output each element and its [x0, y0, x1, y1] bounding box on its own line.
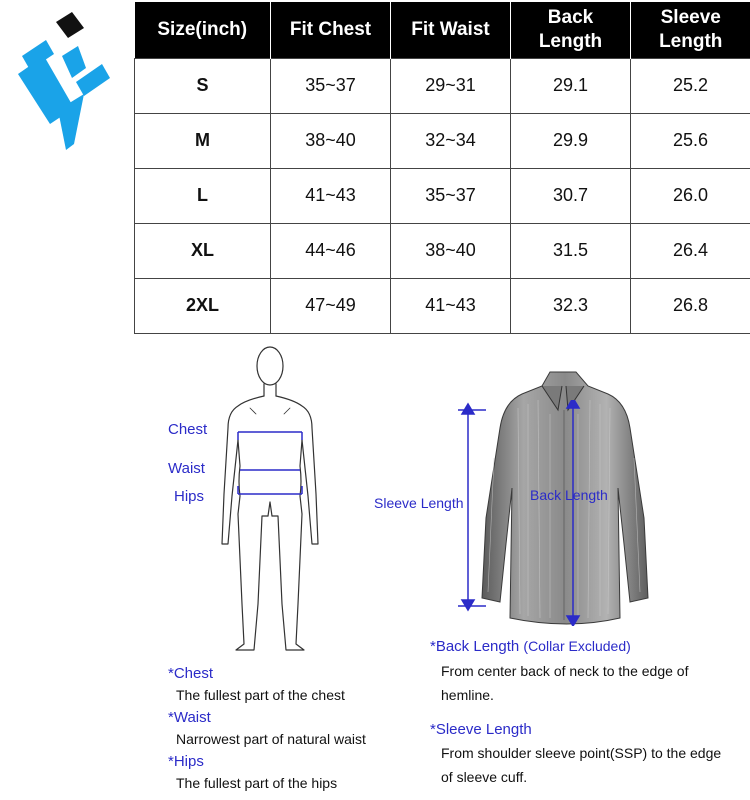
- table-row: [135, 113, 750, 168]
- chest-cell: 47~49: [271, 278, 391, 333]
- waist-cell: 35~37: [391, 168, 511, 223]
- back-length-note-heading: *Back Length: [430, 638, 520, 655]
- waist-label: Waist: [168, 460, 205, 477]
- sleeve-length-cell: 26.0: [631, 168, 750, 223]
- chest-cell: 44~46: [271, 223, 391, 278]
- table-header-row: [135, 2, 750, 58]
- back-length-label: Back Length: [530, 487, 608, 503]
- chest-note-text: The fullest part of the chest: [176, 687, 345, 703]
- body-outline-figure: [210, 344, 330, 656]
- header-size: Size(inch): [135, 2, 271, 58]
- back-length-cell: 31.5: [511, 223, 631, 278]
- back-length-cell: 29.1: [511, 58, 631, 113]
- chest-cell: 41~43: [271, 168, 391, 223]
- size-cell: M: [135, 113, 271, 168]
- back-length-note-line1: From center back of neck to the edge of: [441, 663, 689, 679]
- chest-cell: 38~40: [271, 113, 391, 168]
- waist-cell: 29~31: [391, 58, 511, 113]
- header-back-length: Back Length: [511, 2, 631, 58]
- brand-logo: [14, 12, 114, 152]
- back-length-cell: 32.3: [511, 278, 631, 333]
- back-length-note-sub: (Collar Excluded): [523, 638, 631, 654]
- size-chart-table: [134, 2, 750, 334]
- sleeve-length-cell: 26.4: [631, 223, 750, 278]
- back-length-cell: 30.7: [511, 168, 631, 223]
- waist-cell: 32~34: [391, 113, 511, 168]
- sleeve-length-cell: 25.2: [631, 58, 750, 113]
- back-length-note-title: [430, 638, 631, 655]
- hips-label: Hips: [174, 488, 205, 505]
- sleeve-length-note-line2: of sleeve cuff.: [441, 769, 528, 785]
- hips-note-title: *Hips: [168, 753, 204, 770]
- table-row: [135, 223, 750, 278]
- size-cell: S: [135, 58, 271, 113]
- sleeve-length-note-title: *Sleeve Length: [430, 721, 532, 738]
- shirt-measure-arrows: [456, 400, 586, 626]
- table-row: [135, 168, 750, 223]
- header-sleeve-length: Sleeve Length: [631, 2, 750, 58]
- header-fit-chest: Fit Chest: [271, 2, 391, 58]
- waist-note-title: *Waist: [168, 709, 211, 726]
- hips-note-text: The fullest part of the hips: [176, 775, 338, 791]
- sleeve-length-cell: 25.6: [631, 113, 750, 168]
- back-length-note-line2: hemline.: [441, 687, 494, 703]
- waist-note-text: Narrowest part of natural waist: [176, 731, 366, 747]
- size-cell: 2XL: [135, 278, 271, 333]
- back-length-cell: 29.9: [511, 113, 631, 168]
- header-fit-waist: Fit Waist: [391, 2, 511, 58]
- chest-label: Chest: [168, 421, 208, 438]
- size-cell: L: [135, 168, 271, 223]
- chest-note-title: *Chest: [168, 665, 214, 682]
- waist-cell: 41~43: [391, 278, 511, 333]
- table-row: [135, 58, 750, 113]
- waist-cell: 38~40: [391, 223, 511, 278]
- table-row: [135, 278, 750, 333]
- sleeve-length-note-line1: From shoulder sleeve point(SSP) to the edge: [441, 745, 722, 761]
- sleeve-length-cell: 26.8: [631, 278, 750, 333]
- sleeve-length-label: Sleeve Length: [374, 495, 464, 511]
- chest-cell: 35~37: [271, 58, 391, 113]
- size-cell: XL: [135, 223, 271, 278]
- body-measure-lines: [230, 420, 310, 500]
